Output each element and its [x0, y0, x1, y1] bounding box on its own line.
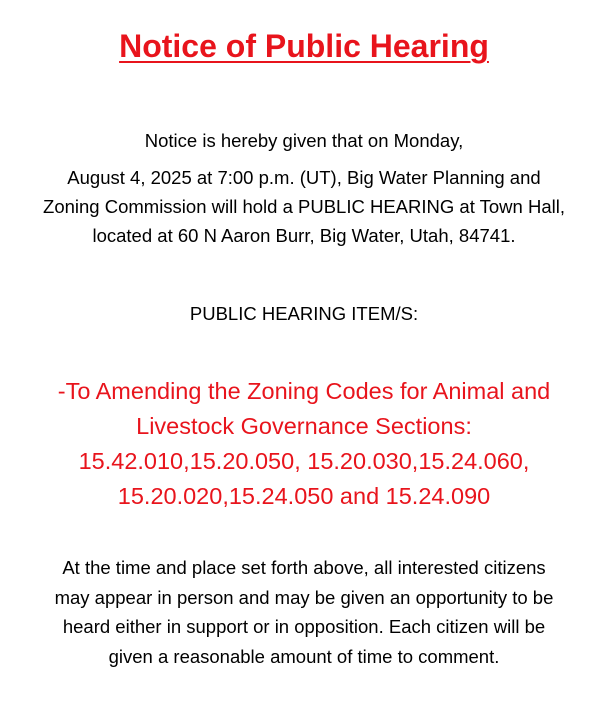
closing-line: given a reasonable amount of time to comment.: [108, 645, 500, 667]
closing-paragraph: [0, 553, 608, 671]
intro-line: located at 60 N Aaron Burr, Big Water, Utah, 84741.: [92, 225, 516, 246]
hearing-item-line: -To Amending the Zoning Codes for Animal and: [57, 378, 551, 404]
notice-title: Notice of Public Hearing: [119, 28, 489, 64]
closing-line: heard either in support or in opposition. Each citizen will be: [62, 616, 546, 637]
closing-line: At the time and place set forth above, all interested citizens: [62, 557, 546, 578]
closing-line: may appear in person and may be given an opportunity to be: [54, 586, 554, 608]
items-heading: PUBLIC HEARING ITEM/S:: [189, 303, 419, 324]
intro-line: August 4, 2025 at 7:00 p.m. (UT), Big Water Planning and: [67, 167, 541, 188]
intro-line: Zoning Commission will hold a PUBLIC HEARING at Town Hall,: [43, 196, 565, 217]
hearing-item-line: 15.20.020,15.24.050 and 15.24.090: [117, 483, 491, 509]
hearing-item-line: Livestock Governance Sections:: [136, 413, 472, 439]
hearing-item-line: 15.42.010,15.20.050, 15.20.030,15.24.060,: [78, 448, 530, 474]
intro-line: Notice is hereby given that on Monday,: [144, 130, 464, 151]
intro-paragraph: [0, 126, 608, 250]
hearing-items: [0, 374, 608, 514]
